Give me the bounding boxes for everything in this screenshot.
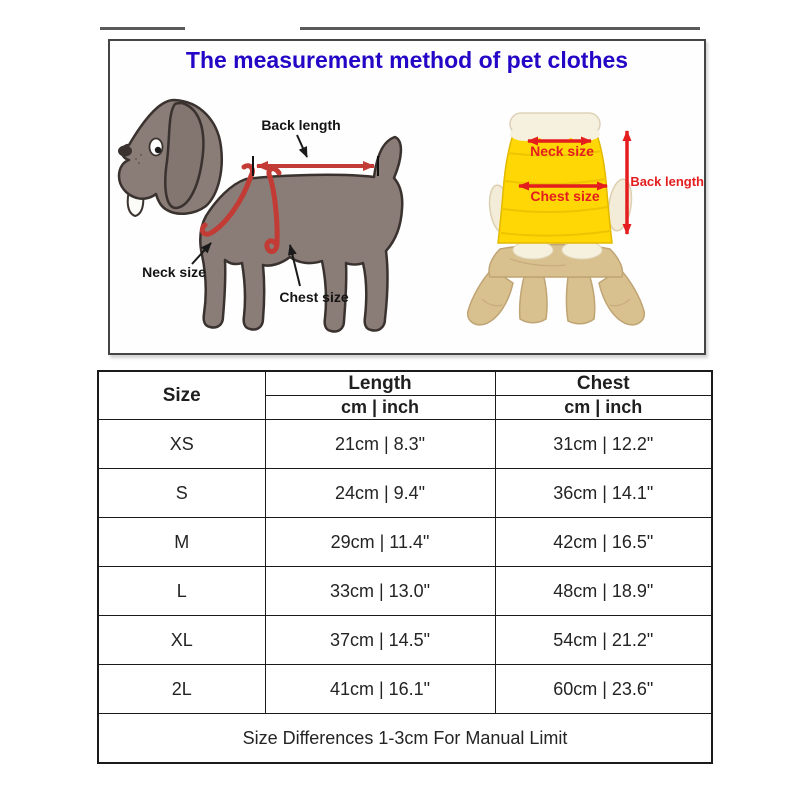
size-table	[97, 370, 713, 764]
back-length-pointer	[297, 135, 307, 157]
size-table-body	[98, 420, 712, 714]
dog-neck-size-label: Neck size	[142, 264, 206, 280]
cell-size: XS	[98, 420, 265, 469]
pants	[468, 245, 645, 325]
column-header-chest: Chest	[495, 371, 712, 396]
cell-length: 41cm | 16.1"	[265, 665, 495, 714]
size-table-row	[98, 616, 712, 665]
muzzle-dot	[138, 162, 140, 164]
size-difference-note: Size Differences 1-3cm For Manual Limit	[98, 714, 712, 764]
cell-length: 33cm | 13.0"	[265, 567, 495, 616]
page-title: The measurement method of pet clothes	[185, 47, 629, 73]
muzzle-dot	[140, 154, 142, 156]
size-table-row	[98, 469, 712, 518]
size-table-row	[98, 420, 712, 469]
crop-artifact-line	[100, 27, 185, 30]
fleece-collar	[510, 113, 600, 142]
dog-eye	[150, 139, 163, 156]
cell-chest: 31cm | 12.2"	[495, 420, 712, 469]
crop-artifact-line	[300, 27, 700, 30]
cell-chest: 36cm | 14.1"	[495, 469, 712, 518]
cell-size: M	[98, 518, 265, 567]
muzzle-dot	[135, 158, 137, 160]
cell-size: 2L	[98, 665, 265, 714]
column-subheader-chest-unit: cm | inch	[495, 396, 712, 420]
size-table-row	[98, 665, 712, 714]
dog-nose	[118, 146, 132, 157]
column-header-length: Length	[265, 371, 495, 396]
measurement-diagram-panel	[108, 39, 706, 355]
cell-size: L	[98, 567, 265, 616]
cell-length: 24cm | 9.4"	[265, 469, 495, 518]
size-table-row	[98, 518, 712, 567]
cell-chest: 60cm | 23.6"	[495, 665, 712, 714]
clothes-neck-size-label: Neck size	[530, 143, 594, 159]
column-header-size: Size	[98, 371, 265, 420]
cell-size: S	[98, 469, 265, 518]
clothes-back-length-label: Back length	[630, 174, 704, 189]
dog-measurement-diagram	[114, 93, 414, 343]
cell-chest: 48cm | 18.9"	[495, 567, 712, 616]
dog-pupil	[155, 147, 161, 153]
dog-chest-size-label: Chest size	[279, 289, 349, 305]
cell-chest: 42cm | 16.5"	[495, 518, 712, 567]
column-subheader-length-unit: cm | inch	[265, 396, 495, 420]
cell-length: 29cm | 11.4"	[265, 518, 495, 567]
cell-length: 37cm | 14.5"	[265, 616, 495, 665]
size-table-row	[98, 567, 712, 616]
clothes-chest-size-label: Chest size	[530, 188, 600, 204]
cell-length: 21cm | 8.3"	[265, 420, 495, 469]
cell-size: XL	[98, 616, 265, 665]
clothes-measurement-diagram	[458, 109, 706, 331]
cell-chest: 54cm | 21.2"	[495, 616, 712, 665]
dog-back-length-label: Back length	[261, 117, 341, 133]
